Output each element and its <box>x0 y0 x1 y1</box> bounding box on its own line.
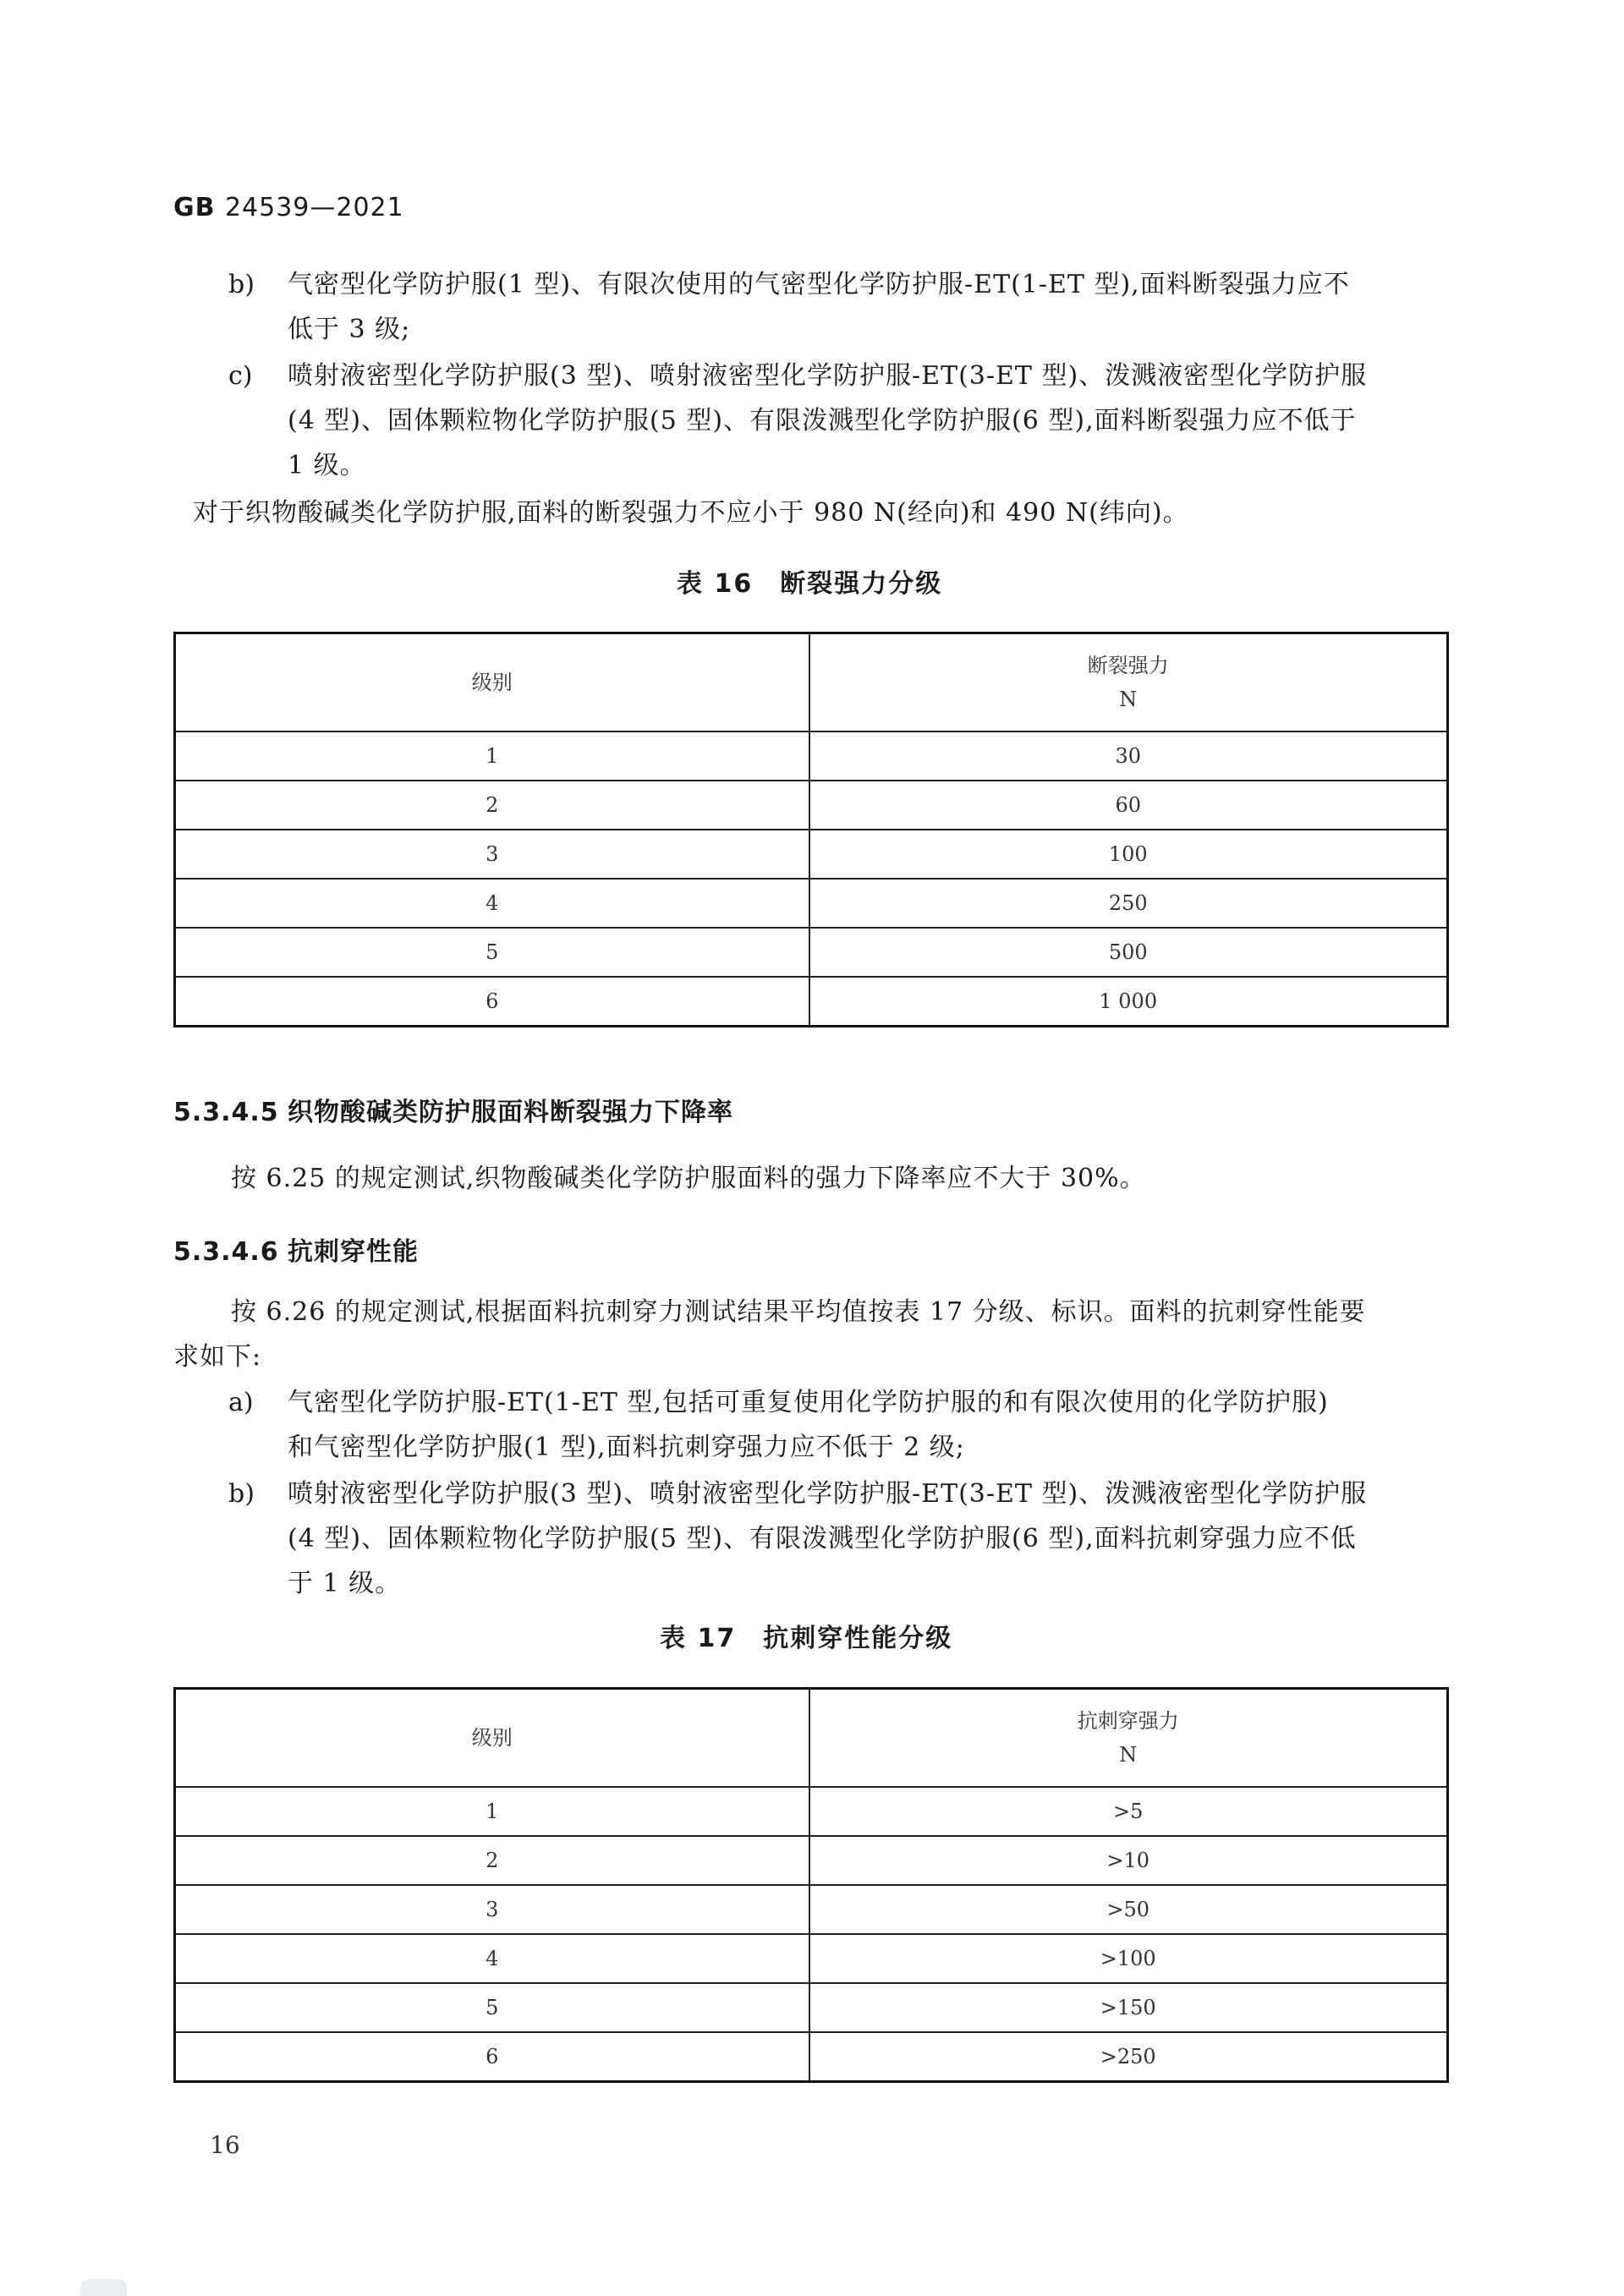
value-cell: 100 <box>809 830 1448 879</box>
level-cell: 4 <box>175 879 809 928</box>
list-item-b2-line3: 于 1 级。 <box>288 1569 402 1598</box>
standard-number <box>173 193 404 222</box>
table-header-row <box>175 1689 1448 1788</box>
table17-col-puncture-unit: N <box>1119 1743 1138 1767</box>
page-number: 16 <box>210 2131 240 2159</box>
section-heading-5-3-4-6 <box>173 1230 419 1268</box>
table16 <box>173 632 1449 1027</box>
value-cell: >250 <box>809 2032 1448 2082</box>
level-cell: 6 <box>175 2032 809 2082</box>
level-cell: 2 <box>175 1836 809 1885</box>
list-item-b2-line1: 喷射液密型化学防护服(3 型)、喷射液密型化学防护服-ET(3-ET 型)、泼溅液密型化学防护服 <box>288 1479 1368 1509</box>
table17-col-level-header: 级别 <box>175 1689 809 1788</box>
level-cell: 1 <box>175 732 809 781</box>
list-item-a-line2: 和气密型化学防护服(1 型),面料抗刺穿强力应不低于 2 级; <box>288 1433 965 1462</box>
section-5-3-4-6-body-line2: 求如下: <box>173 1342 262 1372</box>
table-row <box>175 977 1448 1027</box>
table17-col-puncture-header <box>809 1689 1448 1788</box>
table-row <box>175 928 1448 977</box>
table17 <box>173 1687 1449 2083</box>
level-cell: 5 <box>175 928 809 977</box>
level-cell: 2 <box>175 781 809 830</box>
table-row <box>175 1983 1448 2032</box>
table-row <box>175 732 1448 781</box>
section-number: 5.3.4.6 <box>173 1237 279 1267</box>
table16-col-level-header: 级别 <box>175 633 809 732</box>
list-tag-a: a) <box>228 1388 254 1417</box>
table17-caption: 表 17 抗刺穿性能分级 <box>660 1624 953 1653</box>
level-cell: 4 <box>175 1934 809 1983</box>
value-cell: 30 <box>809 732 1448 781</box>
section-heading-5-3-4-5 <box>173 1091 733 1128</box>
table-row <box>175 1836 1448 1885</box>
section-number: 5.3.4.5 <box>173 1098 279 1127</box>
list-item-c-line1: 喷射液密型化学防护服(3 型)、喷射液密型化学防护服-ET(3-ET 型)、泼溅液密型化学防护服 <box>288 361 1368 391</box>
table-header-row <box>175 633 1448 732</box>
level-cell: 5 <box>175 1983 809 2032</box>
value-cell: 500 <box>809 928 1448 977</box>
table-row <box>175 1787 1448 1836</box>
list-item-c-line2: (4 型)、固体颗粒物化学防护服(5 型)、有限泼溅型化学防护服(6 型),面料断裂强力应不低于 <box>288 406 1357 436</box>
table-row <box>175 879 1448 928</box>
table16-col-strength-unit: N <box>1119 688 1138 711</box>
section-5-3-4-5-body: 按 6.25 的规定测试,织物酸碱类化学防护服面料的强力下降率应不大于 30%。 <box>231 1164 1146 1193</box>
list-tag-c: c) <box>228 361 253 391</box>
level-cell: 6 <box>175 977 809 1027</box>
level-cell: 3 <box>175 830 809 879</box>
table-row <box>175 781 1448 830</box>
standard-year: 24539—2021 <box>224 193 404 222</box>
value-cell: >10 <box>809 1836 1448 1885</box>
standard-code: GB <box>173 193 216 222</box>
section-5-3-4-6-body-line1: 按 6.26 的规定测试,根据面料抗刺穿力测试结果平均值按表 17 分级、标识。面料的抗刺穿性能要 <box>231 1297 1366 1327</box>
table17-col-puncture-title: 抗刺穿强力 <box>1077 1709 1179 1733</box>
section-title: 抗刺穿性能 <box>288 1237 419 1267</box>
page-corner-decoration <box>80 2279 127 2296</box>
level-cell: 1 <box>175 1787 809 1836</box>
list-tag-b: b) <box>228 270 255 299</box>
list-item-c-line3: 1 级。 <box>288 451 366 480</box>
value-cell: >150 <box>809 1983 1448 2032</box>
list-item-b-line2: 低于 3 级; <box>288 315 411 344</box>
list-item-a-line1: 气密型化学防护服-ET(1-ET 型,包括可重复使用化学防护服的和有限次使用的化学防护服) <box>288 1388 1329 1417</box>
list-item-b2-line2: (4 型)、固体颗粒物化学防护服(5 型)、有限泼溅型化学防护服(6 型),面料抗刺穿强力应不低 <box>288 1524 1357 1553</box>
value-cell: 60 <box>809 781 1448 830</box>
table16-col-strength-title: 断裂强力 <box>1087 654 1169 677</box>
value-cell: >5 <box>809 1787 1448 1836</box>
list-tag-b2: b) <box>228 1479 255 1509</box>
list-item-b-line1: 气密型化学防护服(1 型)、有限次使用的气密型化学防护服-ET(1-ET 型),面料断裂强力应不 <box>288 270 1350 299</box>
table-row <box>175 1934 1448 1983</box>
value-cell: 250 <box>809 879 1448 928</box>
section-title: 织物酸碱类防护服面料断裂强力下降率 <box>288 1098 733 1127</box>
value-cell: >100 <box>809 1934 1448 1983</box>
table16-col-strength-header <box>809 633 1448 732</box>
value-cell: 1 000 <box>809 977 1448 1027</box>
level-cell: 3 <box>175 1885 809 1934</box>
table-row <box>175 1885 1448 1934</box>
table16-caption: 表 16 断裂强力分级 <box>677 569 943 599</box>
acid-alkali-note: 对于织物酸碱类化学防护服,面料的断裂强力不应小于 980 N(经向)和 490 N(纬向)。 <box>193 498 1189 528</box>
table-row <box>175 830 1448 879</box>
table-row <box>175 2032 1448 2082</box>
value-cell: >50 <box>809 1885 1448 1934</box>
